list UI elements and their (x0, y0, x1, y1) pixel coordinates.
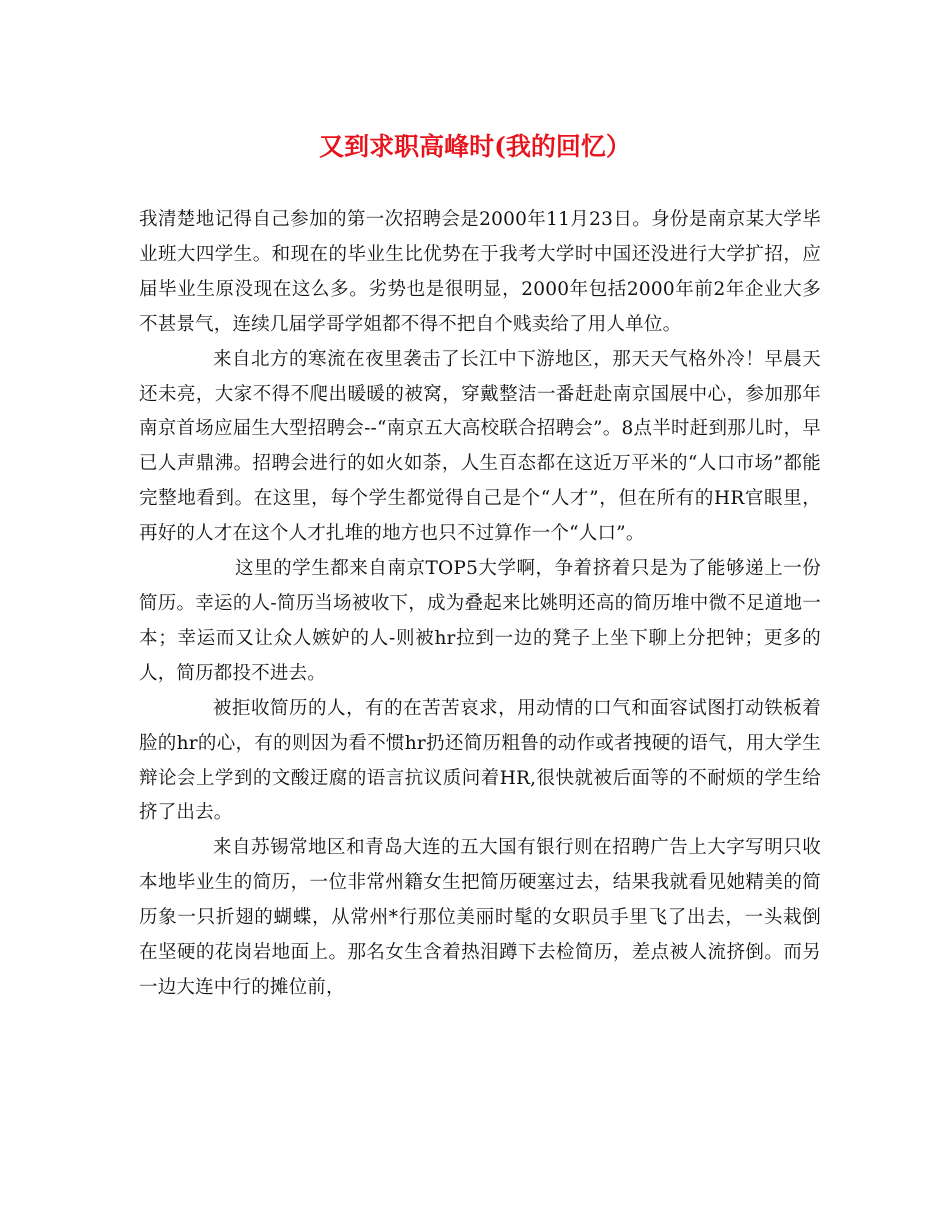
document-title: 又到求职高峰时(我的回忆） (319, 132, 631, 161)
paragraph-5: 来自苏锡常地区和青岛大连的五大国有银行则在招聘广告上大字写明只收本地毕业生的简历，一位非常州籍女生把简历硬塞过去，结果我就看见她精美的简历象一只折翅的蝴蝶，从常州*行那位美丽时髦的女职员手里飞了出去，一头栽倒在坚硬的花岗岩地面上。那名女生含着热泪蹲下去检简历，差点被人流挤倒。而另一边大连中行的摊位前， (139, 837, 821, 998)
document-body (139, 203, 821, 1006)
paragraph-2: 来自北方的寒流在夜里袭击了长江中下游地区，那天天气格外冷！早晨天还未亮，大家不得不爬出暖暖的被窝，穿戴整洁一番赶赴南京国展中心，参加那年南京首场应届生大型招聘会--“南京五大高校联合招聘会”。8点半时赶到那儿时，早已人声鼎沸。招聘会进行的如火如荼，人生百态都在这近万平米的“人口市场”都能完整地看到。在这里，每个学生都觉得自己是个“人才”，但在所有的HR官眼里，再好的人才在这个人才扎堆的地方也只不过算作一个“人口”。 (139, 348, 821, 545)
paragraph-3: 这里的学生都来自南京TOP5大学啊，争着挤着只是为了能够递上一份简历。幸运的人-简历当场被收下，成为叠起来比姚明还高的简历堆中微不足道地一本；幸运而又让众人嫉妒的人-则被hr拉到一边的凳子上坐下聊上分把钟；更多的人，简历都投不进去。 (139, 558, 821, 684)
paragraph-1: 我清楚地记得自己参加的第一次招聘会是2000年11月23日。身份是南京某大学毕业班大四学生。和现在的毕业生比优势在于我考大学时中国还没进行大学扩招，应届毕业生原没现在这么多。劣势也是很明显，2000年包括2000年前2年企业大多不甚景气，连续几届学哥学姐都不得不把自个贱卖给了用人单位。 (139, 209, 821, 335)
paragraph-4: 被拒收简历的人，有的在苦苦哀求，用动情的口气和面容试图打动铁板着脸的hr的心，有的则因为看不惯hr扔还简历粗鲁的动作或者拽硬的语气，用大学生辩论会上学到的文酸迂腐的语言抗议质问着HR,很快就被后面等的不耐烦的学生给挤了出去。 (139, 697, 821, 824)
